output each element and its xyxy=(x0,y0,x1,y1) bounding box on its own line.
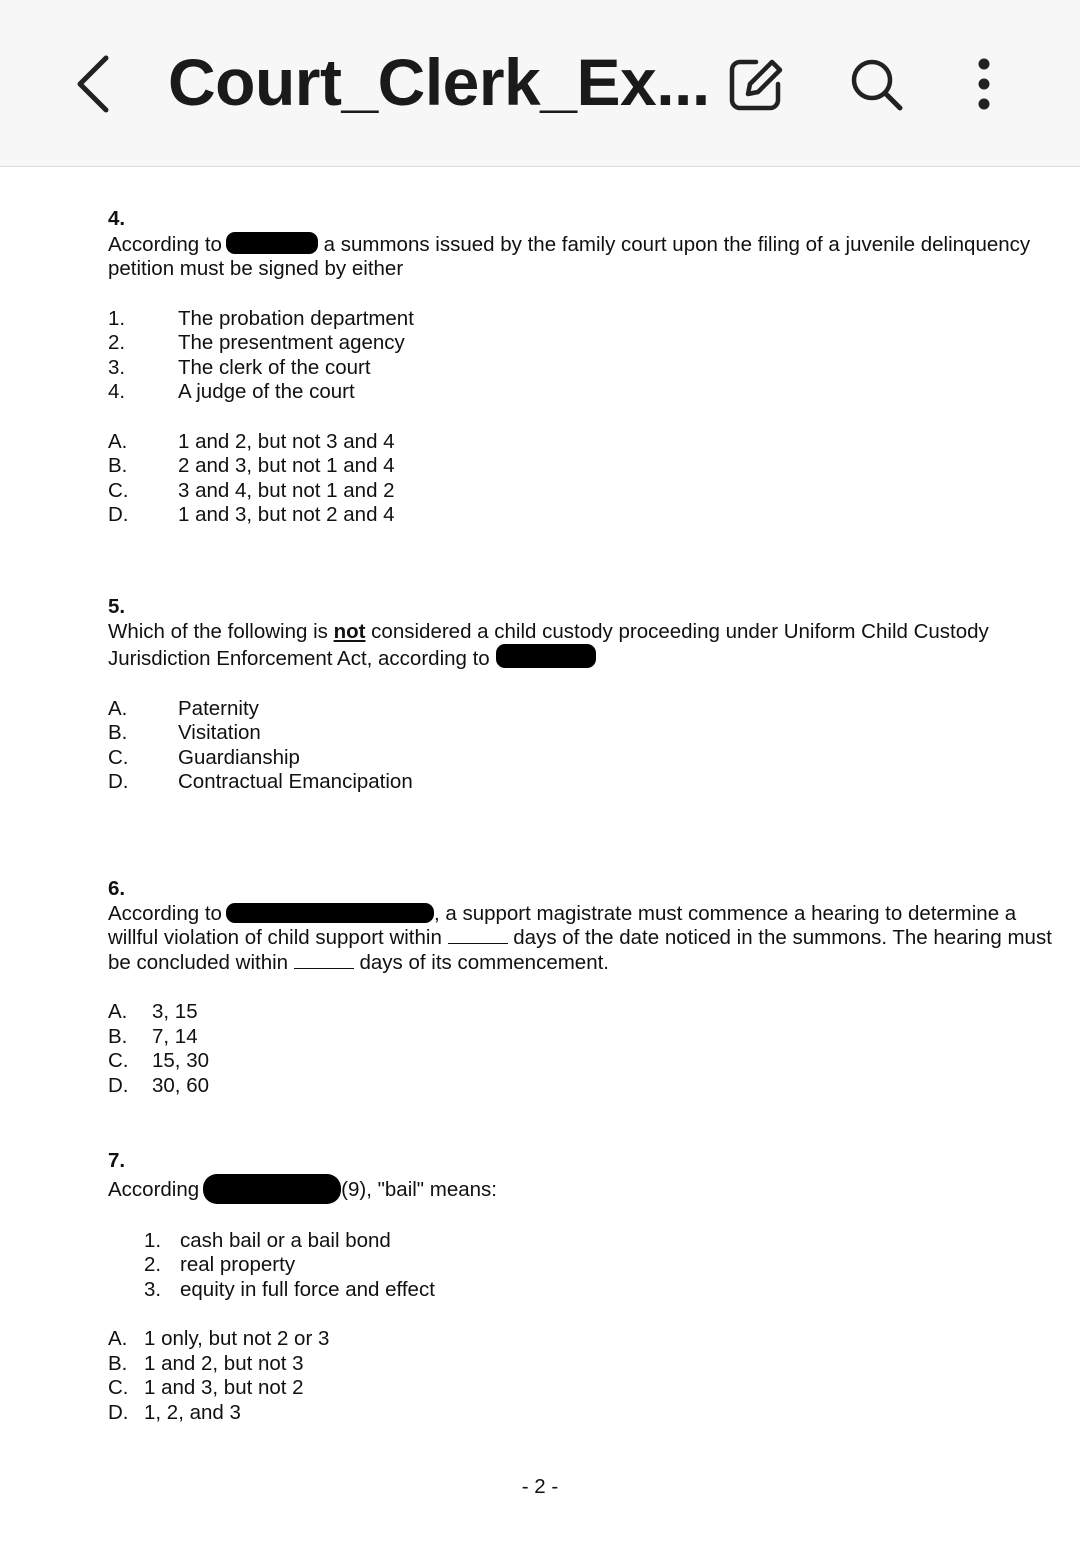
answer-options xyxy=(108,1327,1058,1425)
answer-option: C. 3 and 4, but not 1 and 2 xyxy=(108,478,395,502)
question-number: 6. xyxy=(108,877,126,900)
answer-option: C. 1 and 3, but not 2 xyxy=(108,1376,304,1399)
answer-option: D. 30, 60 xyxy=(108,1073,209,1097)
list-item: 4. A judge of the court xyxy=(108,380,355,403)
answer-blank xyxy=(294,954,354,969)
answer-option: C. Guardianship xyxy=(108,745,300,769)
list-item: 3. equity in full force and effect xyxy=(144,1277,435,1301)
answer-option: B. 1 and 2, but not 3 xyxy=(108,1351,304,1375)
answer-options xyxy=(108,430,1058,528)
answer-option: D. 1 and 3, but not 2 and 4 xyxy=(108,503,395,526)
edit-icon[interactable] xyxy=(726,54,786,114)
answer-option: D. Contractual Emancipation xyxy=(108,770,413,793)
page-number: - 2 - xyxy=(521,1475,559,1498)
chevron-left-icon[interactable] xyxy=(66,52,126,116)
question-stem: According (9), "bail" means: xyxy=(108,1174,1058,1204)
answer-options xyxy=(108,697,1058,795)
question-stem: Which of the following is not considered a child custody proceeding under Uniform Child Custody Jurisdiction Enforcement Act, according to xyxy=(108,619,989,670)
answer-options xyxy=(108,1000,1058,1098)
document-title: Court_Clerk_Ex... xyxy=(168,45,710,119)
answer-option: A. 3, 15 xyxy=(108,1000,198,1023)
answer-option: A. 1 only, but not 2 or 3 xyxy=(108,1327,330,1350)
list-item: 2. The presentment agency xyxy=(108,331,405,354)
statement-list xyxy=(144,1229,1058,1303)
redaction-mark xyxy=(226,232,318,254)
list-item: 3. The clerk of the court xyxy=(108,355,371,379)
list-item: 2. real property xyxy=(144,1253,296,1276)
app-bar xyxy=(0,0,1080,167)
redaction-mark xyxy=(496,644,596,668)
redaction-mark xyxy=(203,1174,341,1204)
question-7 xyxy=(108,1149,1058,1425)
more-vertical-icon[interactable] xyxy=(964,56,1004,116)
statement-list xyxy=(108,307,1058,405)
answer-option: B. 2 and 3, but not 1 and 4 xyxy=(108,454,395,477)
question-6 xyxy=(108,877,1058,1098)
answer-option: B. Visitation xyxy=(108,721,261,744)
search-icon[interactable] xyxy=(846,54,906,114)
answer-option: C. 15, 30 xyxy=(108,1049,209,1072)
question-stem: According to a summons issued by the family court upon the filing of a juvenile delinquency petition must be signed by either xyxy=(108,232,1031,280)
list-item: 1. The probation department xyxy=(108,306,414,330)
question-4 xyxy=(108,207,1058,528)
answer-option: A. 1 and 2, but not 3 and 4 xyxy=(108,429,395,453)
question-number: 4. xyxy=(108,207,126,230)
list-item: 1. cash bail or a bail bond xyxy=(144,1228,391,1252)
answer-option: B. 7, 14 xyxy=(108,1024,198,1048)
question-stem: According to , a support magistrate must commence a hearing to determine a willful violation of child support within days of the date noticed in the summons. The hearing must be concluded within days of its commencement. xyxy=(108,901,1052,974)
answer-blank xyxy=(448,929,508,944)
question-number: 5. xyxy=(108,595,126,618)
answer-option: A. Paternity xyxy=(108,696,259,720)
document-page[interactable] xyxy=(0,167,1080,1566)
question-number: 7. xyxy=(108,1149,126,1172)
answer-option: D. 1, 2, and 3 xyxy=(108,1400,241,1424)
redaction-mark xyxy=(226,903,434,923)
question-5 xyxy=(108,595,1058,795)
